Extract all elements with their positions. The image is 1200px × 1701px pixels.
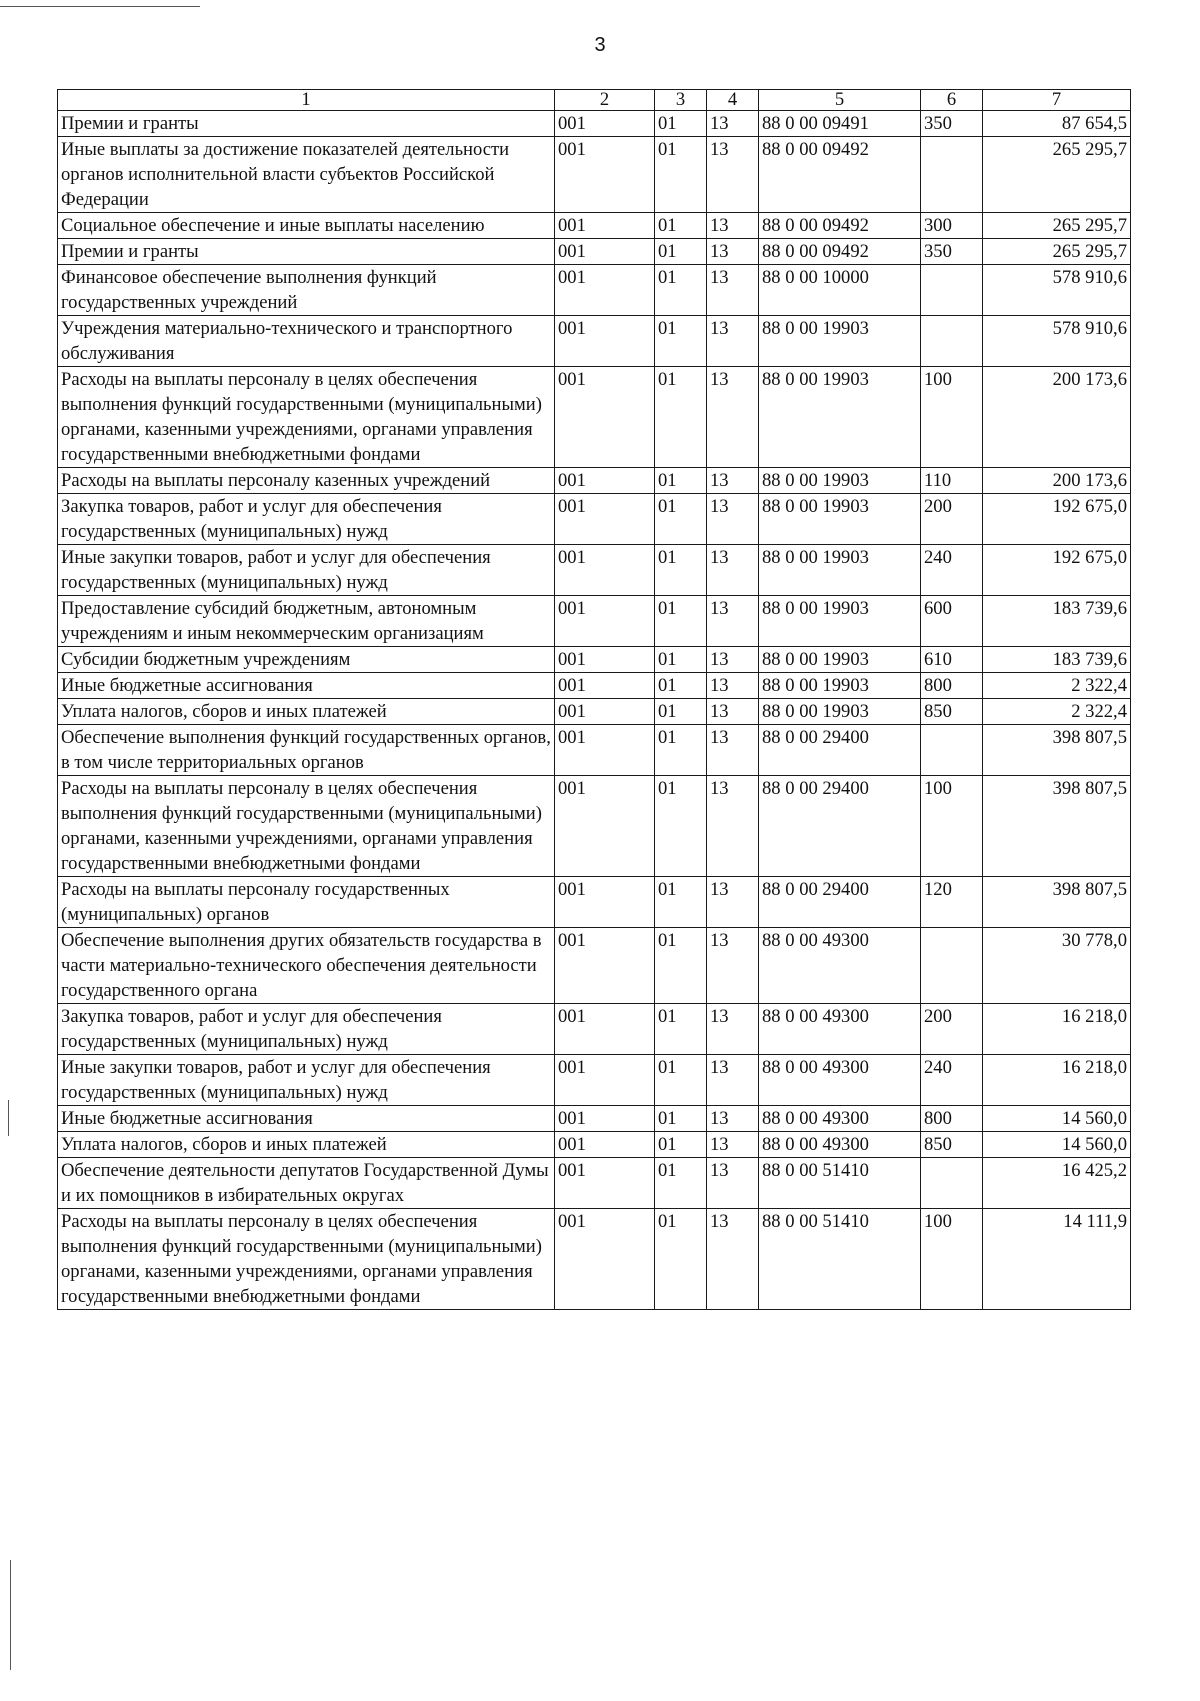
code-cell: 001 [555, 468, 655, 494]
item-name-cell: Финансовое обеспечение выполнения функций государственных учреждений [58, 265, 555, 316]
section-cell: 01 [655, 494, 707, 545]
subsection-cell: 13 [707, 367, 759, 468]
item-name-cell: Закупка товаров, работ и услуг для обеспечения государственных (муниципальных) нужд [58, 494, 555, 545]
expense-type-cell: 100 [921, 776, 983, 877]
target-article-cell: 88 0 00 19903 [759, 699, 921, 725]
scan-artifact-mark [10, 1560, 11, 1670]
item-name-cell: Расходы на выплаты персоналу казенных учреждений [58, 468, 555, 494]
amount-cell: 30 778,0 [983, 928, 1131, 1004]
target-article-cell: 88 0 00 29400 [759, 776, 921, 877]
target-article-cell: 88 0 00 49300 [759, 1004, 921, 1055]
code-cell: 001 [555, 265, 655, 316]
subsection-cell: 13 [707, 928, 759, 1004]
table-body [58, 111, 1131, 1310]
target-article-cell: 88 0 00 51410 [759, 1158, 921, 1209]
expense-type-cell: 850 [921, 699, 983, 725]
subsection-cell: 13 [707, 213, 759, 239]
table-row [58, 239, 1131, 265]
column-header: 2 [555, 90, 655, 111]
item-name-cell: Учреждения материально-технического и транспортного обслуживания [58, 316, 555, 367]
code-cell: 001 [555, 111, 655, 137]
subsection-cell: 13 [707, 1158, 759, 1209]
target-article-cell: 88 0 00 49300 [759, 928, 921, 1004]
code-cell: 001 [555, 725, 655, 776]
item-name-cell: Премии и гранты [58, 111, 555, 137]
table-row [58, 367, 1131, 468]
code-cell: 001 [555, 699, 655, 725]
subsection-cell: 13 [707, 699, 759, 725]
section-cell: 01 [655, 316, 707, 367]
amount-cell: 2 322,4 [983, 673, 1131, 699]
expense-type-cell: 110 [921, 468, 983, 494]
expense-type-cell: 200 [921, 494, 983, 545]
table-row [58, 1055, 1131, 1106]
expense-type-cell: 850 [921, 1132, 983, 1158]
section-cell: 01 [655, 213, 707, 239]
item-name-cell: Премии и гранты [58, 239, 555, 265]
subsection-cell: 13 [707, 239, 759, 265]
code-cell: 001 [555, 1106, 655, 1132]
item-name-cell: Иные закупки товаров, работ и услуг для обеспечения государственных (муниципальных) нужд [58, 1055, 555, 1106]
budget-table [57, 89, 1131, 1310]
amount-cell: 200 173,6 [983, 468, 1131, 494]
section-cell: 01 [655, 1132, 707, 1158]
scan-artifact-line [0, 6, 200, 7]
target-article-cell: 88 0 00 19903 [759, 673, 921, 699]
subsection-cell: 13 [707, 1132, 759, 1158]
section-cell: 01 [655, 699, 707, 725]
item-name-cell: Иные бюджетные ассигнования [58, 673, 555, 699]
section-cell: 01 [655, 673, 707, 699]
subsection-cell: 13 [707, 596, 759, 647]
expense-type-cell: 800 [921, 673, 983, 699]
expense-type-cell: 100 [921, 1209, 983, 1310]
section-cell: 01 [655, 545, 707, 596]
code-cell: 001 [555, 367, 655, 468]
amount-cell: 14 111,9 [983, 1209, 1131, 1310]
subsection-cell: 13 [707, 494, 759, 545]
item-name-cell: Обеспечение выполнения других обязательств государства в части материально-технического обеспечения деятельности государственного органа [58, 928, 555, 1004]
subsection-cell: 13 [707, 1055, 759, 1106]
table-row [58, 776, 1131, 877]
code-cell: 001 [555, 239, 655, 265]
section-cell: 01 [655, 725, 707, 776]
section-cell: 01 [655, 776, 707, 877]
section-cell: 01 [655, 596, 707, 647]
target-article-cell: 88 0 00 10000 [759, 265, 921, 316]
code-cell: 001 [555, 1004, 655, 1055]
target-article-cell: 88 0 00 09492 [759, 239, 921, 265]
column-header: 1 [58, 90, 555, 111]
expense-type-cell [921, 725, 983, 776]
code-cell: 001 [555, 928, 655, 1004]
amount-cell: 14 560,0 [983, 1132, 1131, 1158]
expense-type-cell [921, 265, 983, 316]
amount-cell: 578 910,6 [983, 265, 1131, 316]
code-cell: 001 [555, 1209, 655, 1310]
item-name-cell: Иные закупки товаров, работ и услуг для обеспечения государственных (муниципальных) нужд [58, 545, 555, 596]
item-name-cell: Иные выплаты за достижение показателей деятельности органов исполнительной власти субъектов Российской Федерации [58, 137, 555, 213]
target-article-cell: 88 0 00 09492 [759, 213, 921, 239]
table-row [58, 1106, 1131, 1132]
table-row [58, 213, 1131, 239]
table-row [58, 647, 1131, 673]
section-cell: 01 [655, 1055, 707, 1106]
subsection-cell: 13 [707, 468, 759, 494]
section-cell: 01 [655, 468, 707, 494]
section-cell: 01 [655, 367, 707, 468]
amount-cell: 192 675,0 [983, 545, 1131, 596]
amount-cell: 398 807,5 [983, 725, 1131, 776]
code-cell: 001 [555, 647, 655, 673]
table-row [58, 699, 1131, 725]
expense-type-cell: 120 [921, 877, 983, 928]
table-row [58, 877, 1131, 928]
scan-artifact-mark [8, 1100, 9, 1136]
code-cell: 001 [555, 494, 655, 545]
header-row [58, 90, 1131, 111]
amount-cell: 16 218,0 [983, 1004, 1131, 1055]
code-cell: 001 [555, 1158, 655, 1209]
table-row [58, 928, 1131, 1004]
amount-cell: 265 295,7 [983, 213, 1131, 239]
expense-type-cell: 350 [921, 111, 983, 137]
target-article-cell: 88 0 00 19903 [759, 545, 921, 596]
section-cell: 01 [655, 1209, 707, 1310]
target-article-cell: 88 0 00 19903 [759, 494, 921, 545]
expense-type-cell: 800 [921, 1106, 983, 1132]
table-row [58, 468, 1131, 494]
target-article-cell: 88 0 00 19903 [759, 596, 921, 647]
expense-type-cell: 600 [921, 596, 983, 647]
item-name-cell: Обеспечение выполнения функций государственных органов, в том числе территориальных органов [58, 725, 555, 776]
code-cell: 001 [555, 776, 655, 877]
column-header: 3 [655, 90, 707, 111]
section-cell: 01 [655, 111, 707, 137]
subsection-cell: 13 [707, 1209, 759, 1310]
target-article-cell: 88 0 00 09492 [759, 137, 921, 213]
section-cell: 01 [655, 1106, 707, 1132]
amount-cell: 16 218,0 [983, 1055, 1131, 1106]
expense-type-cell: 100 [921, 367, 983, 468]
table-row [58, 1004, 1131, 1055]
expense-type-cell [921, 316, 983, 367]
target-article-cell: 88 0 00 49300 [759, 1055, 921, 1106]
target-article-cell: 88 0 00 29400 [759, 725, 921, 776]
page-number: 3 [594, 34, 606, 56]
expense-type-cell [921, 1158, 983, 1209]
table-row [58, 494, 1131, 545]
subsection-cell: 13 [707, 647, 759, 673]
expense-type-cell: 240 [921, 1055, 983, 1106]
subsection-cell: 13 [707, 776, 759, 877]
item-name-cell: Уплата налогов, сборов и иных платежей [58, 1132, 555, 1158]
target-article-cell: 88 0 00 51410 [759, 1209, 921, 1310]
amount-cell: 16 425,2 [983, 1158, 1131, 1209]
expense-type-cell: 300 [921, 213, 983, 239]
code-cell: 001 [555, 213, 655, 239]
table-row [58, 1158, 1131, 1209]
amount-cell: 398 807,5 [983, 776, 1131, 877]
subsection-cell: 13 [707, 137, 759, 213]
subsection-cell: 13 [707, 545, 759, 596]
column-header: 4 [707, 90, 759, 111]
table-row [58, 316, 1131, 367]
item-name-cell: Расходы на выплаты персоналу в целях обеспечения выполнения функций государственными (муниципальными) органами, казенными учреждениями, органами управления государственными внебюджетными фондами [58, 1209, 555, 1310]
section-cell: 01 [655, 265, 707, 316]
subsection-cell: 13 [707, 725, 759, 776]
column-header: 5 [759, 90, 921, 111]
target-article-cell: 88 0 00 19903 [759, 367, 921, 468]
table-row [58, 137, 1131, 213]
expense-type-cell [921, 137, 983, 213]
table-row [58, 265, 1131, 316]
expense-type-cell [921, 928, 983, 1004]
code-cell: 001 [555, 673, 655, 699]
section-cell: 01 [655, 239, 707, 265]
table-row [58, 1209, 1131, 1310]
item-name-cell: Обеспечение деятельности депутатов Государственной Думы и их помощников в избирательных округах [58, 1158, 555, 1209]
amount-cell: 200 173,6 [983, 367, 1131, 468]
amount-cell: 14 560,0 [983, 1106, 1131, 1132]
target-article-cell: 88 0 00 19903 [759, 468, 921, 494]
section-cell: 01 [655, 647, 707, 673]
amount-cell: 398 807,5 [983, 877, 1131, 928]
item-name-cell: Предоставление субсидий бюджетным, автономным учреждениям и иным некоммерческим организациям [58, 596, 555, 647]
target-article-cell: 88 0 00 19903 [759, 316, 921, 367]
table-row [58, 545, 1131, 596]
subsection-cell: 13 [707, 673, 759, 699]
amount-cell: 192 675,0 [983, 494, 1131, 545]
table-row [58, 596, 1131, 647]
section-cell: 01 [655, 137, 707, 213]
subsection-cell: 13 [707, 316, 759, 367]
amount-cell: 265 295,7 [983, 239, 1131, 265]
item-name-cell: Закупка товаров, работ и услуг для обеспечения государственных (муниципальных) нужд [58, 1004, 555, 1055]
item-name-cell: Расходы на выплаты персоналу в целях обеспечения выполнения функций государственными (муниципальными) органами, казенными учреждениями, органами управления государственными внебюджетными фондами [58, 367, 555, 468]
subsection-cell: 13 [707, 877, 759, 928]
code-cell: 001 [555, 1055, 655, 1106]
subsection-cell: 13 [707, 1004, 759, 1055]
target-article-cell: 88 0 00 49300 [759, 1106, 921, 1132]
amount-cell: 183 739,6 [983, 596, 1131, 647]
item-name-cell: Расходы на выплаты персоналу государственных (муниципальных) органов [58, 877, 555, 928]
amount-cell: 87 654,5 [983, 111, 1131, 137]
section-cell: 01 [655, 877, 707, 928]
table-row [58, 673, 1131, 699]
section-cell: 01 [655, 928, 707, 1004]
column-header: 7 [983, 90, 1131, 111]
target-article-cell: 88 0 00 09491 [759, 111, 921, 137]
table-row [58, 725, 1131, 776]
target-article-cell: 88 0 00 19903 [759, 647, 921, 673]
code-cell: 001 [555, 877, 655, 928]
amount-cell: 265 295,7 [983, 137, 1131, 213]
amount-cell: 183 739,6 [983, 647, 1131, 673]
item-name-cell: Расходы на выплаты персоналу в целях обеспечения выполнения функций государственными (муниципальными) органами, казенными учреждениями, органами управления государственными внебюджетными фондами [58, 776, 555, 877]
code-cell: 001 [555, 316, 655, 367]
table-row [58, 111, 1131, 137]
target-article-cell: 88 0 00 29400 [759, 877, 921, 928]
subsection-cell: 13 [707, 1106, 759, 1132]
code-cell: 001 [555, 1132, 655, 1158]
subsection-cell: 13 [707, 265, 759, 316]
table-row [58, 1132, 1131, 1158]
amount-cell: 2 322,4 [983, 699, 1131, 725]
expense-type-cell: 240 [921, 545, 983, 596]
section-cell: 01 [655, 1158, 707, 1209]
expense-type-cell: 350 [921, 239, 983, 265]
target-article-cell: 88 0 00 49300 [759, 1132, 921, 1158]
code-cell: 001 [555, 545, 655, 596]
subsection-cell: 13 [707, 111, 759, 137]
expense-type-cell: 200 [921, 1004, 983, 1055]
item-name-cell: Социальное обеспечение и иные выплаты населению [58, 213, 555, 239]
code-cell: 001 [555, 596, 655, 647]
column-header: 6 [921, 90, 983, 111]
expense-type-cell: 610 [921, 647, 983, 673]
section-cell: 01 [655, 1004, 707, 1055]
item-name-cell: Уплата налогов, сборов и иных платежей [58, 699, 555, 725]
code-cell: 001 [555, 137, 655, 213]
item-name-cell: Субсидии бюджетным учреждениям [58, 647, 555, 673]
item-name-cell: Иные бюджетные ассигнования [58, 1106, 555, 1132]
amount-cell: 578 910,6 [983, 316, 1131, 367]
